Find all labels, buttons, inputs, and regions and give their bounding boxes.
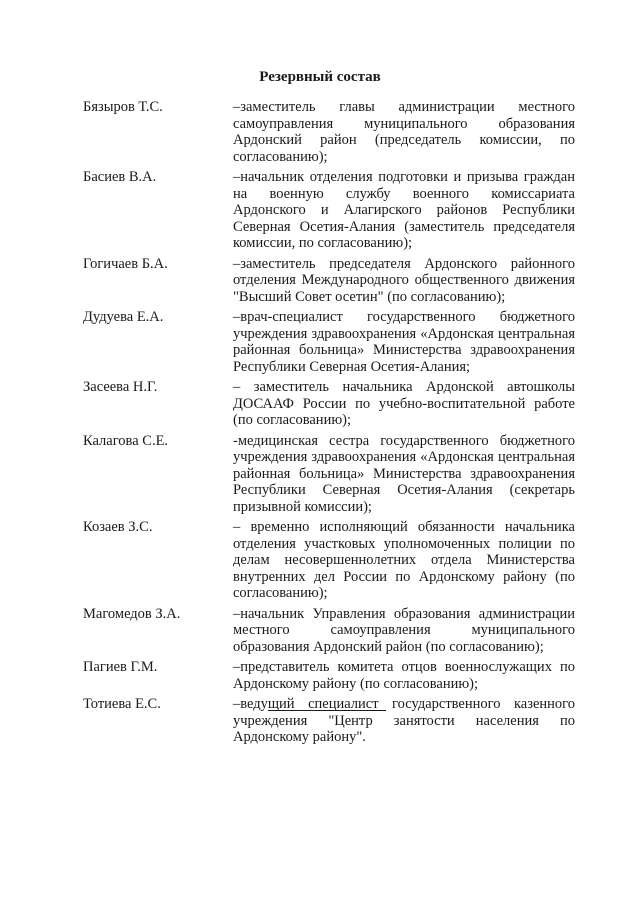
list-item — [83, 606, 575, 656]
list-item — [83, 659, 575, 692]
member-name: Пагиев Г.М. — [83, 659, 158, 675]
list-item — [83, 433, 575, 516]
member-list — [83, 99, 575, 750]
list-item — [83, 169, 575, 252]
list-item — [83, 696, 575, 746]
member-name: Бязыров Т.С. — [83, 99, 163, 115]
list-item — [83, 99, 575, 165]
member-name: Калагова С.Е. — [83, 432, 169, 449]
list-item — [83, 256, 575, 306]
member-name: Козаев З.С. — [83, 519, 153, 535]
list-item — [83, 309, 575, 375]
member-role: –заместитель председателя Ардонского районного отделения Международного общественного движения "Высший Совет осетин" (по согласованию); — [233, 255, 575, 305]
closing-divider — [268, 710, 386, 711]
member-role: –ведущий специалист государственного казенного учреждения "Центр занятости населения по Ардонскому району". — [233, 696, 575, 745]
member-name: Басиев В.А. — [83, 169, 157, 185]
member-name: Магомедов З.А. — [83, 605, 181, 622]
member-role: -медицинская сестра государственного бюджетного учреждения здравоохранения «Ардонская центральная районная больница» Министерства здравоохранения Республики Северная Осетия-Алания (секретарь призывной комиссии); — [233, 432, 575, 515]
member-name: Засеева Н.Г. — [83, 379, 158, 395]
member-name: Дудуева Е.А. — [83, 309, 164, 325]
member-name: Тотиева Е.С. — [83, 696, 161, 712]
member-role: – временно исполняющий обязанности начальника отделения участковых уполномоченных полиции по делам несовершеннолетних отдела Министерства внутренних дел России по Ардонскому району (по согласованию); — [233, 519, 575, 601]
list-item — [83, 379, 575, 429]
page-title: Резервный состав — [259, 69, 381, 85]
member-role: –начальник отделения подготовки и призыва граждан на военную службу военного комиссариата Ардонского и Алагирского районов Республики Северная Осетия-Алания (заместитель председателя комиссии, по согласованию); — [233, 169, 575, 251]
member-role: –представитель комитета отцов военнослужащих по Ардонскому району (по согласованию); — [233, 659, 575, 692]
member-name: Гогичаев Б.А. — [83, 255, 168, 272]
member-role: – заместитель начальника Ардонской автошколы ДОСААФ России по учебно-воспитательной работе (по согласованию); — [233, 379, 575, 428]
member-role: –заместитель главы администрации местного самоуправления муниципального образования Ардонский район (председатель комиссии, по согласованию); — [233, 99, 575, 165]
member-role: –начальник Управления образования администрации местного самоуправления муниципального образования Ардонский район (по согласованию); — [233, 605, 575, 655]
member-role: –врач-специалист государственного бюджетного учреждения здравоохранения «Ардонская центральная районная больница» Министерства здравоохранения Республики Северная Осетия-Алания; — [233, 309, 575, 375]
list-item — [83, 519, 575, 602]
